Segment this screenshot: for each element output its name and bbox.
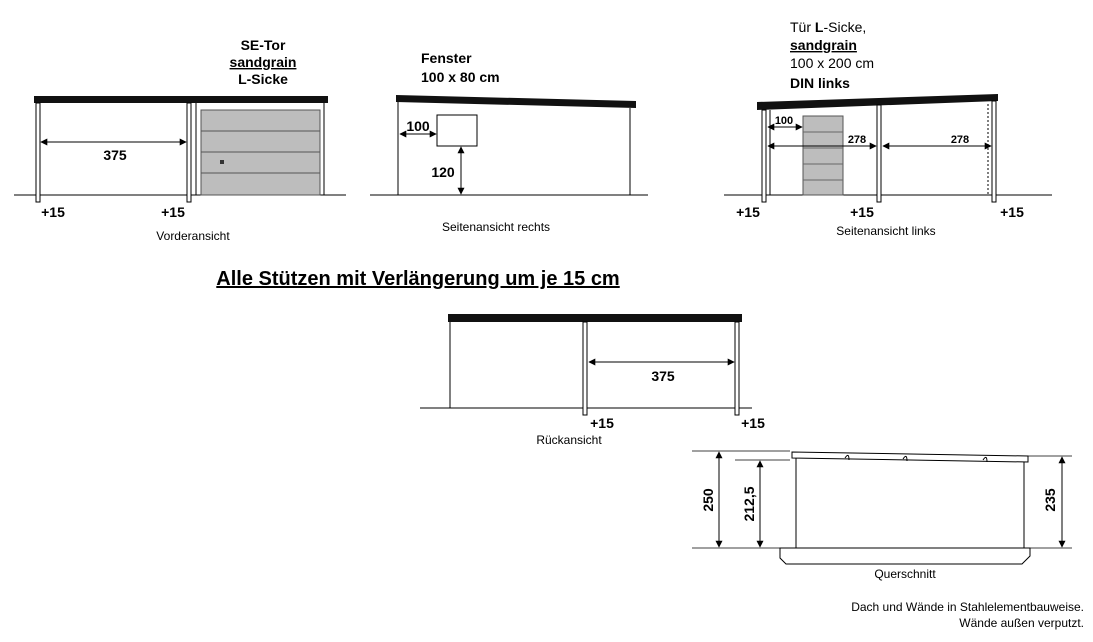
cross-section bbox=[692, 451, 1072, 581]
right-roof bbox=[396, 95, 636, 108]
window-title: Fenster bbox=[421, 50, 472, 66]
left-ext-3: +15 bbox=[1000, 204, 1024, 220]
rear-caption: Rückansicht bbox=[536, 433, 602, 447]
section-dim-inner: 212,5 bbox=[741, 486, 757, 522]
window-size: 100 x 80 cm bbox=[421, 69, 500, 85]
rear-view bbox=[420, 314, 765, 447]
gate-handle bbox=[220, 160, 224, 164]
front-dim-width: 375 bbox=[103, 147, 127, 163]
left-dim-offset: 100 bbox=[774, 115, 794, 127]
note-line-2: Wände außen verputzt. bbox=[959, 616, 1084, 630]
section-caption: Querschnitt bbox=[874, 567, 936, 581]
front-gate-profile: L-Sicke bbox=[238, 71, 288, 87]
headline: Alle Stützen mit Verlängerung um je 15 cm bbox=[216, 268, 620, 290]
right-caption: Seitenansicht rechts bbox=[441, 220, 551, 234]
right-side-view bbox=[370, 50, 648, 234]
right-dim-offset: 100 bbox=[406, 118, 430, 134]
door-finish: sandgrain bbox=[790, 37, 857, 53]
left-post-1 bbox=[762, 110, 766, 202]
left-caption: Seitenansicht links bbox=[836, 224, 936, 238]
front-post-middle bbox=[187, 103, 191, 202]
front-gate-title: SE-Tor bbox=[240, 37, 286, 53]
front-ext-left: +15 bbox=[41, 204, 65, 220]
rear-ext-1: +15 bbox=[590, 415, 614, 431]
rear-post-2 bbox=[735, 322, 739, 415]
right-dim-height: 120 bbox=[431, 164, 455, 180]
front-caption: Vorderansicht bbox=[156, 229, 230, 243]
left-side-view bbox=[724, 19, 1052, 238]
left-post-2 bbox=[877, 105, 881, 202]
front-ext-right: +15 bbox=[161, 204, 185, 220]
side-door bbox=[803, 116, 843, 195]
section-dim-total: 250 bbox=[700, 488, 716, 512]
door-size: 100 x 200 cm bbox=[790, 55, 875, 71]
left-ext-1: +15 bbox=[736, 204, 760, 220]
window bbox=[437, 115, 477, 146]
left-dim-b: 278 bbox=[950, 134, 970, 146]
left-dim-a: 278 bbox=[847, 134, 867, 146]
section-roof bbox=[792, 452, 1028, 462]
note-line-1: Dach und Wände in Stahlelementbauweise. bbox=[851, 600, 1084, 614]
section-dim-right: 235 bbox=[1042, 488, 1058, 512]
door-hinge: DIN links bbox=[790, 75, 850, 91]
left-post-3 bbox=[992, 101, 996, 202]
front-post-left bbox=[36, 103, 40, 202]
sectional-gate bbox=[201, 110, 320, 195]
door-title: Tür L-Sicke, bbox=[790, 19, 867, 35]
section-foundation bbox=[780, 548, 1030, 564]
rear-post-1 bbox=[583, 322, 587, 415]
rear-roof bbox=[448, 314, 742, 322]
front-gate-finish: sandgrain bbox=[229, 54, 297, 70]
front-roof bbox=[34, 96, 328, 103]
rear-ext-2: +15 bbox=[741, 415, 765, 431]
rear-dim-width: 375 bbox=[651, 368, 675, 384]
front-view bbox=[14, 37, 346, 243]
left-ext-2: +15 bbox=[850, 204, 874, 220]
